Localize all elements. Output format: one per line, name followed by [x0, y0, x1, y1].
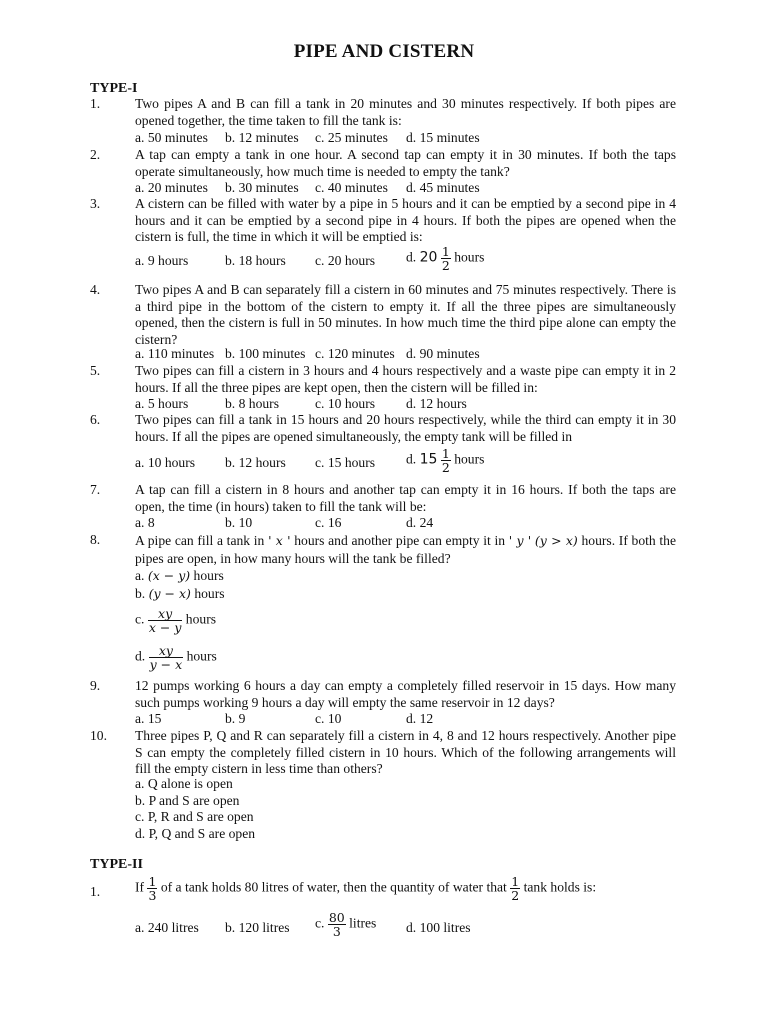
fraction-numerator: 1	[441, 244, 450, 259]
option-a: a. 15	[135, 711, 162, 726]
fraction	[147, 875, 157, 902]
option-b	[135, 586, 225, 602]
option-d: d. 15 minutes	[406, 130, 480, 145]
question-text	[135, 532, 676, 568]
question-number: 6.	[90, 412, 101, 427]
option-c: c. 15 hours	[315, 455, 376, 470]
option-a: a. 5 hours	[135, 396, 189, 411]
mixed-number-whole: 20	[419, 249, 438, 266]
option-label: a.	[135, 568, 145, 583]
fraction-denominator: 3	[148, 888, 157, 903]
option-a: a. 110 minutes	[135, 346, 215, 361]
fraction	[441, 447, 451, 474]
question-number: 10.	[90, 728, 107, 743]
option-unit: hours	[194, 586, 225, 601]
question-number: 1.	[90, 96, 101, 111]
option-unit: hours	[186, 648, 217, 664]
fraction	[328, 911, 346, 938]
option-d-unit: hours	[454, 451, 485, 467]
option-label: d.	[135, 648, 146, 664]
option-label: b.	[135, 586, 146, 601]
option-b: b. 100 minutes	[225, 346, 306, 361]
question-text: Two pipes A and B can fill a tank in 20 minutes and 30 minutes respectively. If both pipes are opened together, the time taken to fill the tank is:	[135, 96, 676, 128]
option-c: c. 40 minutes	[315, 180, 388, 195]
option-d: d. 100 litres	[406, 920, 471, 935]
fraction-numerator: 1	[148, 874, 157, 889]
question-text	[135, 875, 676, 902]
option-b: b. 12 minutes	[225, 130, 299, 145]
question-text: Two pipes A and B can separately fill a cistern in 60 minutes and 75 minutes respectively. There is a third pipe in the bottom of the cistern to empty it. If all the three pipes are simultaneously opened, then the cistern is full in 50 minutes. In how much time the third pipe alone can empty the cistern?	[135, 282, 676, 347]
question-number: 2.	[90, 147, 101, 162]
option-c: c. 20 hours	[315, 253, 376, 268]
mixed-number-whole: 15	[419, 451, 438, 468]
option-b: b. 10	[225, 515, 253, 530]
fraction-denominator: y − x	[149, 657, 183, 672]
option-a: a. 20 minutes	[135, 180, 208, 195]
option-d	[406, 245, 484, 272]
option-d: d. 12	[406, 711, 434, 726]
fraction-numerator: 80	[328, 910, 345, 925]
question-text: 12 pumps working 6 hours a day can empty a completely filled reservoir in 15 days. How many such pumps working 9 hours a day will empty the same reservoir in 12 days?	[135, 678, 676, 710]
fraction-denominator: 2	[511, 888, 520, 903]
question-text-part: hours and another pipe can empty it in	[294, 533, 506, 548]
fraction-denominator: x − y	[148, 620, 182, 635]
question-number: 1.	[90, 884, 101, 899]
math-variable: ' x '	[268, 533, 291, 548]
question-text-part: If	[135, 879, 145, 895]
option-d: d. 24	[406, 515, 434, 530]
question-text-part: hours. If both the pipes are open, in how many hours will the tank be filled?	[135, 533, 677, 566]
option-c: c. P, R and S are open	[135, 809, 254, 824]
math-expression: (x − y)	[147, 568, 191, 583]
option-c	[135, 607, 216, 634]
option-b: b. 18 hours	[225, 253, 286, 268]
option-label: c.	[135, 611, 145, 627]
option-b: b. P and S are open	[135, 793, 240, 808]
question-text: Three pipes P, Q and R can separately fill a cistern in 4, 8 and 12 hours respectively. Another pipe S can empty the completely filled cistern in 10 hours. Which of the following arrangements will fill the empty cistern in less time than others?	[135, 728, 676, 776]
option-d-label: d.	[406, 249, 417, 265]
fraction	[441, 245, 451, 272]
option-unit: litres	[349, 915, 377, 931]
option-a: a. 8	[135, 515, 155, 530]
math-variable: ' y '	[508, 533, 532, 548]
question-number: 9.	[90, 678, 101, 693]
question-number: 8.	[90, 532, 101, 547]
math-condition: (y > x)	[534, 533, 578, 548]
question-text: Two pipes can fill a tank in 15 hours and 20 hours respectively, while the third can empty it in 30 hours. If all the pipes are opened simultaneously, the empty tank will be filled in	[135, 412, 676, 444]
option-d: d. 12 hours	[406, 396, 467, 411]
option-b: b. 12 hours	[225, 455, 286, 470]
page-title: PIPE AND CISTERN	[293, 41, 475, 62]
fraction	[510, 875, 520, 902]
question-number: 7.	[90, 482, 101, 497]
option-d-unit: hours	[454, 249, 485, 265]
fraction-denominator: 3	[328, 924, 346, 938]
option-d: d. 45 minutes	[406, 180, 480, 195]
option-a	[135, 568, 224, 584]
option-b: b. 120 litres	[225, 920, 290, 935]
option-c: c. 10 hours	[315, 396, 376, 411]
fraction-numerator: xy	[158, 606, 173, 621]
option-label: c.	[315, 915, 325, 931]
fraction-denominator: 2	[441, 460, 450, 475]
question-text-part: of a tank holds 80 litres of water, then the quantity of water that	[160, 879, 507, 895]
option-a: a. 240 litres	[135, 920, 199, 935]
option-b: b. 9	[225, 711, 246, 726]
option-a: a. 9 hours	[135, 253, 189, 268]
question-text: A cistern can be filled with water by a pipe in 5 hours and it can be emptied by a second pipe in 4 hours and it can be emptied by a second pipe in 4 hours. If both the pipes are opened when the cistern is full, the time in which it will be emptied is:	[135, 196, 676, 244]
question-text: A tap can empty a tank in one hour. A second tap can empty it in 30 minutes. If both the taps operate simultaneously, how much time is needed to empty the tank?	[135, 147, 676, 179]
question-number: 5.	[90, 363, 101, 378]
fraction-denominator: 2	[441, 258, 450, 273]
question-number: 3.	[90, 196, 101, 211]
option-a: a. 50 minutes	[135, 130, 208, 145]
option-d-label: d.	[406, 451, 417, 467]
option-d	[406, 447, 484, 474]
option-c: c. 10	[315, 711, 342, 726]
math-expression: (y − x)	[148, 586, 191, 601]
option-d: d. P, Q and S are open	[135, 826, 256, 841]
fraction	[148, 607, 183, 634]
question-number: 4.	[90, 282, 101, 297]
question-text-part: tank holds is:	[523, 879, 597, 895]
option-d	[135, 644, 217, 671]
option-c: c. 120 minutes	[315, 346, 395, 361]
option-c	[315, 911, 376, 938]
option-unit: hours	[185, 611, 217, 627]
option-a: a. Q alone is open	[135, 776, 233, 791]
section-heading-type-1: TYPE-I	[90, 81, 138, 96]
fraction-numerator: 1	[441, 446, 450, 461]
section-heading-type-2: TYPE-II	[90, 857, 143, 872]
option-b: b. 8 hours	[225, 396, 279, 411]
fraction	[149, 644, 184, 671]
option-b: b. 30 minutes	[225, 180, 299, 195]
option-d: d. 90 minutes	[406, 346, 480, 361]
question-text: Two pipes can fill a cistern in 3 hours and 4 hours respectively and a waste pipe can empty it in 2 hours. If all the three pipes are kept open, then the cistern will be filled in:	[135, 363, 676, 395]
option-c: c. 25 minutes	[315, 130, 388, 145]
question-text-part: A pipe can fill a tank in	[135, 533, 265, 548]
question-text: A tap can fill a cistern in 8 hours and another tap can empty it in 16 hours. If both the taps are open, the time (in hours) taken to fill the tank will be:	[135, 482, 676, 514]
option-a: a. 10 hours	[135, 455, 196, 470]
fraction-numerator: 1	[511, 874, 520, 889]
option-unit: hours	[193, 568, 224, 583]
option-c: c. 16	[315, 515, 342, 530]
fraction-numerator: xy	[158, 643, 173, 658]
